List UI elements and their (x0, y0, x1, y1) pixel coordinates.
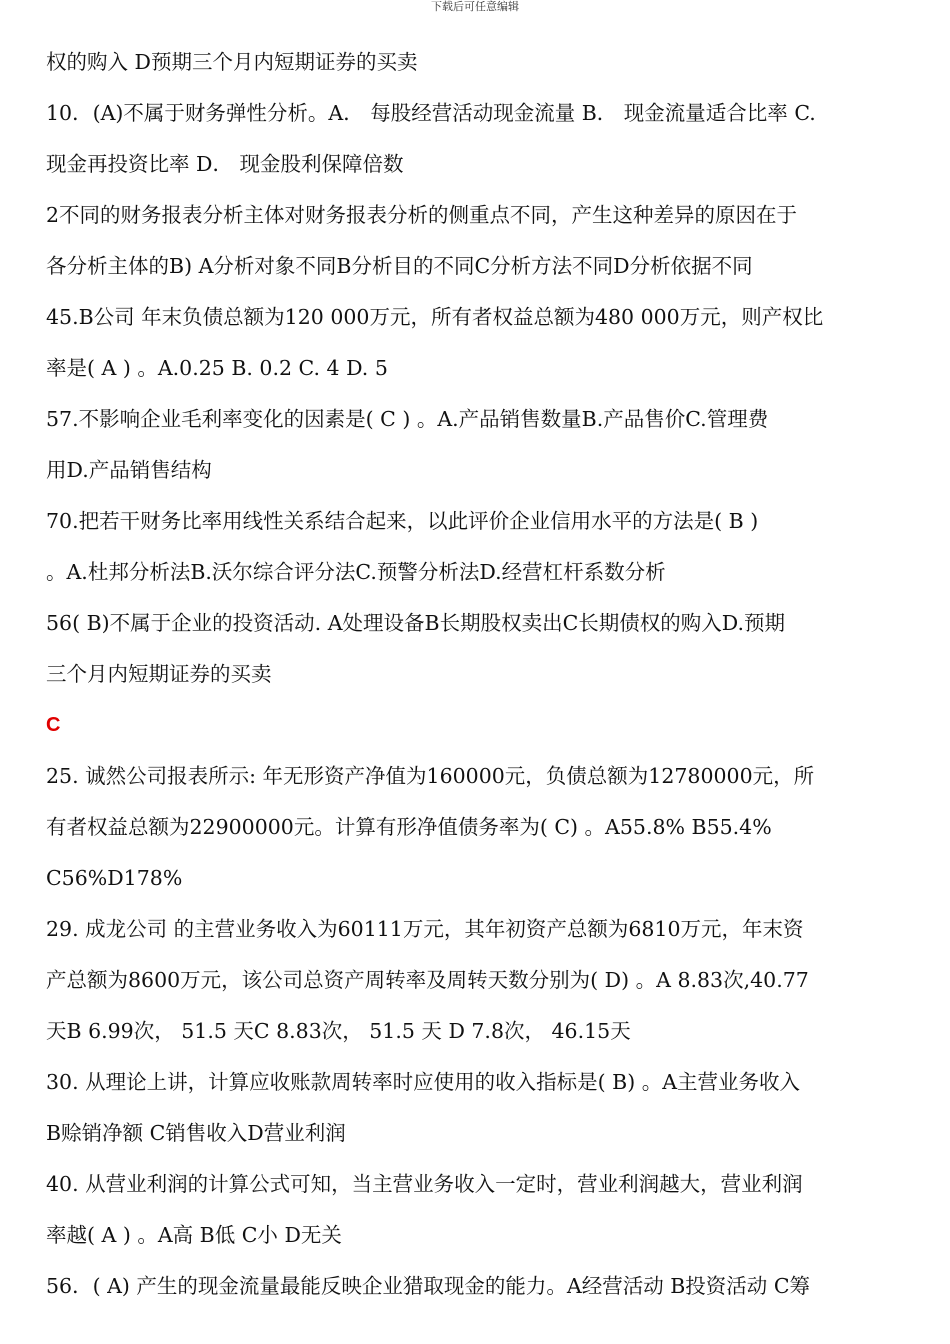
text-line: 29. 成龙公司 的主营业务收入为60111万元，其年初资产总额为6810万元，年末资 (46, 917, 804, 941)
text-line: 30. 从理论上讲，计算应收账款周转率时应使用的收入指标是( B) 。A主营业务收入 (46, 1070, 801, 1094)
text-line: 三个月内短期证券的买卖 (46, 662, 272, 686)
text-line: 率越( A ) 。A高 B低 C小 D无关 (46, 1223, 342, 1247)
text-line: 现金再投资比率 D． 现金股利保障倍数 (46, 152, 404, 176)
text-line: 10．(A)不属于财务弹性分析。A． 每股经营活动现金流量 B． 现金流量适合比率 C. (46, 101, 816, 125)
answer-marker: C (46, 714, 61, 736)
text-line: 45.B公司 年末负债总额为120 000万元，所有者权益总额为480 000万元，则产权比 (46, 305, 824, 329)
text-line: B赊销净额 C销售收入D营业利润 (46, 1121, 346, 1145)
text-line: 权的购入 D预期三个月内短期证券的买卖 (46, 50, 418, 74)
text-line: 天B 6.99次， 51.5 天C 8.83次， 51.5 天 D 7.8次， 46.15天 (46, 1019, 631, 1043)
document-body (46, 37, 920, 1312)
text-line: 57.不影响企业毛利率变化的因素是( C ) 。A.产品销售数量B.产品售价C.管理费 (46, 407, 769, 431)
text-line: 。A.杜邦分析法B.沃尔综合评分法C.预警分析法D.经营杠杆系数分析 (46, 560, 666, 584)
text-line: 产总额为8600万元，该公司总资产周转率及周转天数分别为( D) 。A 8.83次,40.77 (46, 968, 809, 992)
text-line: 率是( A ) 。A.0.25 B. 0.2 C. 4 D. 5 (46, 356, 388, 380)
text-line: 用D.产品销售结构 (46, 458, 212, 482)
text-line: 有者权益总额为22900000元。计算有形净值债务率为( C) 。A55.8% B55.4% (46, 815, 772, 839)
text-line: 25. 诚然公司报表所示: 年无形资产净值为160000元，负债总额为12780000元，所 (46, 764, 815, 788)
text-line: 40. 从营业利润的计算公式可知，当主营业务收入一定时，营业利润越大，营业利润 (46, 1172, 803, 1196)
page-header: 下载后可任意编辑 (431, 0, 519, 13)
text-line: 56．( A) 产生的现金流量最能反映企业猎取现金的能力。A经营活动 B投资活动 C筹 (46, 1274, 811, 1298)
text-line: 各分析主体的B) A分析对象不同B分析目的不同C分析方法不同D分析依据不同 (46, 254, 753, 278)
text-line: C56%D178% (46, 866, 183, 890)
text-line: 70.把若干财务比率用线性关系结合起来，以此评价企业信用水平的方法是( B ) (46, 509, 759, 533)
text-line: 2不同的财务报表分析主体对财务报表分析的侧重点不同，产生这种差异的原因在于 (46, 203, 798, 227)
text-line: 56( B)不属于企业的投资活动. A处理设备B长期股权卖出C长期债权的购入D.预期 (46, 611, 785, 635)
